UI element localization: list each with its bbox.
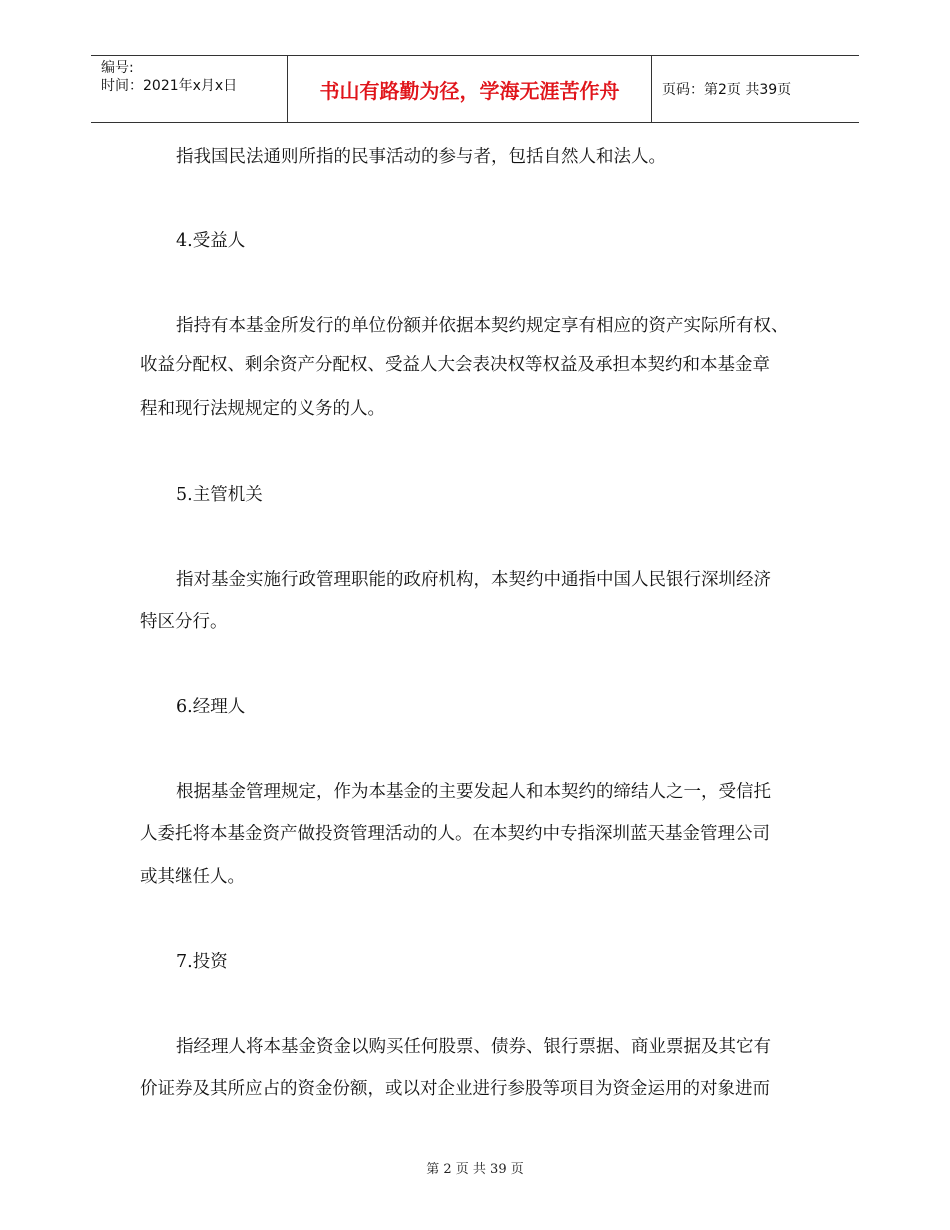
page-footer bbox=[0, 1158, 950, 1177]
page-header bbox=[91, 55, 859, 123]
paragraph-line: 价证券及其所应占的资金份额，或以对企业进行参股等项目为资金运用的对象进而 bbox=[140, 1079, 770, 1099]
header-motto-cell bbox=[287, 56, 652, 122]
section-heading: 6.经理人 bbox=[176, 697, 246, 717]
document-number-label: 编号: bbox=[101, 60, 134, 76]
paragraph-line: 或其继任人。 bbox=[140, 867, 245, 887]
document-time: 时间：2021年x月x日 bbox=[101, 78, 238, 94]
section-heading: 4.受益人 bbox=[176, 231, 246, 251]
section-heading: 5.主管机关 bbox=[176, 485, 263, 505]
header-page-info: 页码：第2页 共39页 bbox=[662, 82, 792, 98]
header-motto: 书山有路勤为径，学海无涯苦作舟 bbox=[319, 78, 620, 103]
section-heading: 7.投资 bbox=[176, 952, 228, 972]
paragraph-line: 指我国民法通则所指的民事活动的参与者，包括自然人和法人。 bbox=[176, 147, 666, 167]
paragraph-line: 指对基金实施行政管理职能的政府机构，本契约中通指中国人民银行深圳经济 bbox=[176, 570, 771, 590]
paragraph-line: 人委托将本基金资产做投资管理活动的人。在本契约中专指深圳蓝天基金管理公司 bbox=[140, 824, 770, 844]
paragraph-line: 程和现行法规规定的义务的人。 bbox=[140, 399, 385, 419]
footer-page-number: 第 2 页 共 39 页 bbox=[426, 1162, 524, 1177]
paragraph-line: 指经理人将本基金资金以购买任何股票、债券、银行票据、商业票据及其它有 bbox=[176, 1037, 771, 1057]
header-meta bbox=[91, 56, 287, 122]
paragraph-line: 根据基金管理规定，作为本基金的主要发起人和本契约的缔结人之一，受信托 bbox=[176, 782, 771, 802]
paragraph-line: 收益分配权、剩余资产分配权、受益人大会表决权等权益及承担本契约和本基金章 bbox=[140, 355, 770, 375]
paragraph-line: 特区分行。 bbox=[140, 612, 228, 632]
paragraph-line: 指持有本基金所发行的单位份额并依据本契约规定享有相应的资产实际所有权、 bbox=[176, 316, 789, 336]
